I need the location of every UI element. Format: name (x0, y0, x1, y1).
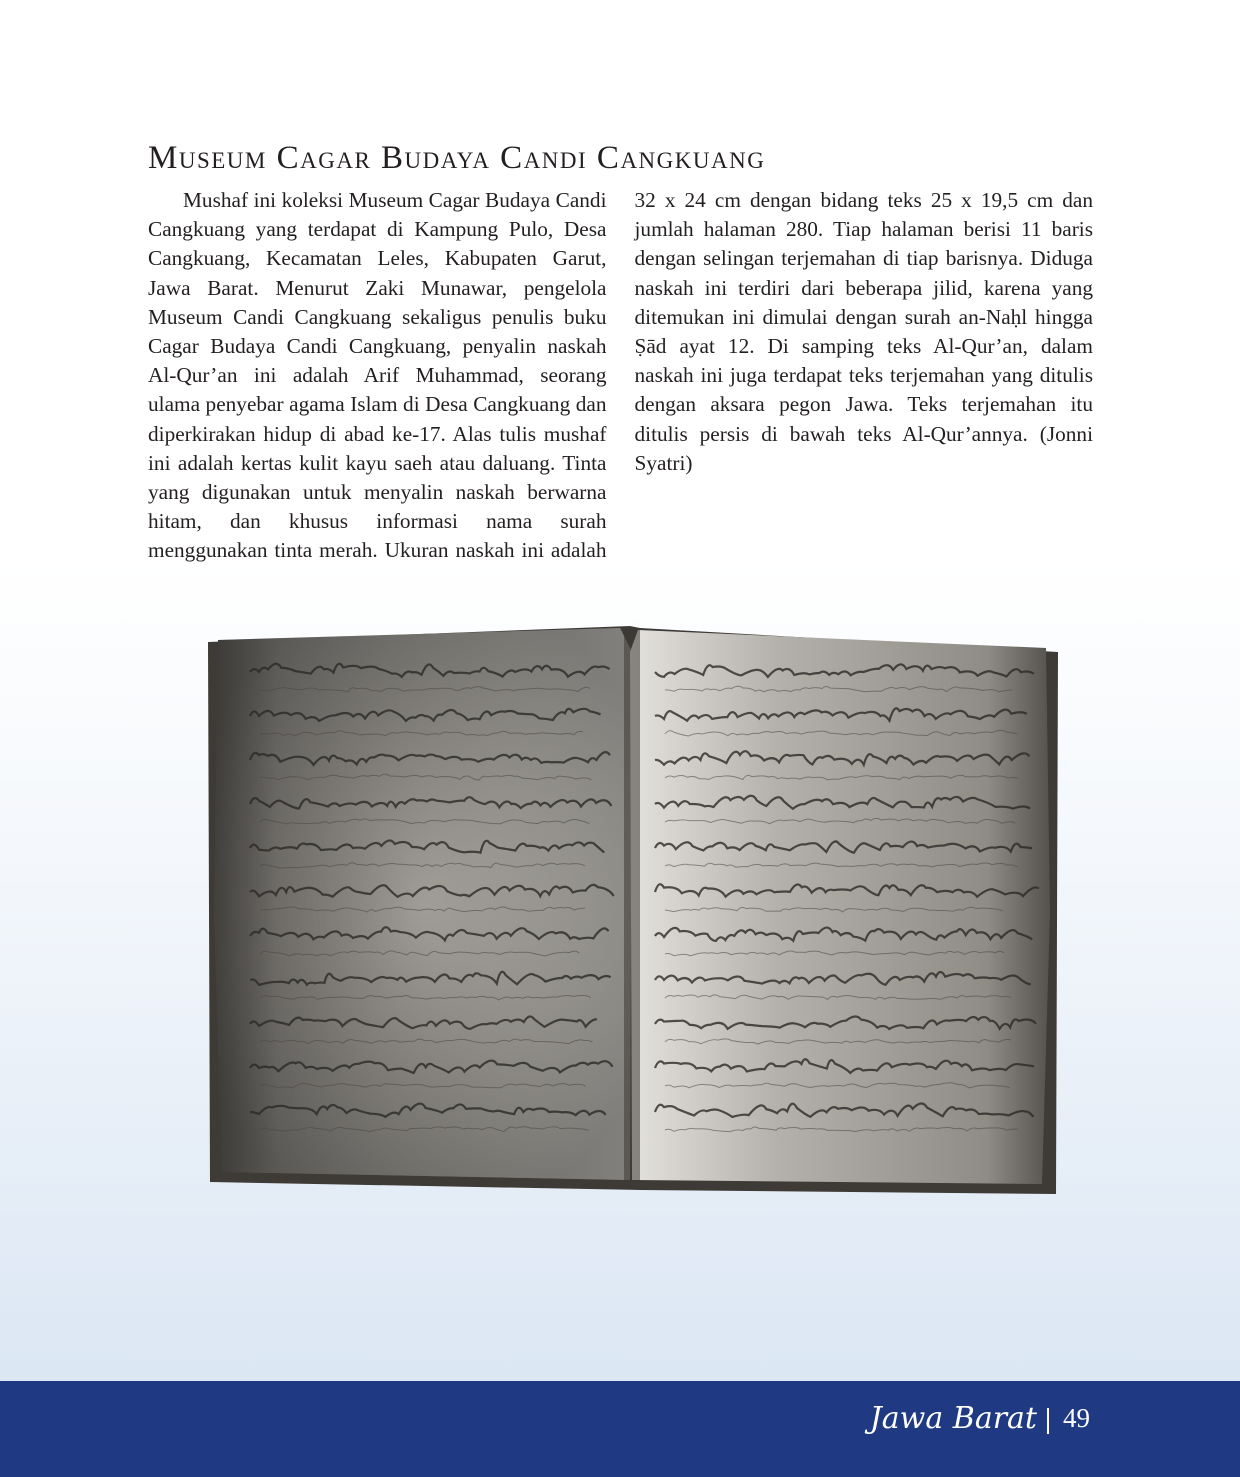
article-body (148, 186, 1093, 576)
footer-separator (1047, 1408, 1049, 1434)
article-paragraph: Mushaf ini koleksi Museum Cagar Budaya Candi Cangkuang yang terdapat di Kampung Pulo, Desa Cangkuang, Kecamatan Leles, Kabupaten Garut, Jawa Barat. Menurut Zaki Munawar, pengelola Museum Candi Cangkuang sekaligus penulis buku Cagar Budaya Candi Cangkuang, penyalin naskah Al-Qur’an ini adalah Arif Muhammad, seorang ulama penyebar agama Islam di Desa Cangkuang dan diperkirakan hidup di abad ke-17. Alas tulis mushaf ini adalah kertas kulit kayu saeh atau daluang. Tinta yang digunakan untuk menyalin naskah berwarna hitam, dan khusus informasi nama surah menggunakan tinta merah. Ukuran naskah ini adalah 32 x 24 cm dengan bidang teks 25 x 19,5 cm dan jumlah halaman 280. Tiap halaman berisi 11 baris dengan selingan terjemahan di tiap barisnya. Diduga naskah ini terdiri dari beberapa jilid, karena yang ditemukan ini dimulai dengan surah an-Naḥl hingga Ṣād ayat 12. Di samping teks Al-Qur’an, dalam naskah ini juga terdapat teks terjemahan yang ditulis dengan aksara pegon Jawa. Teks terjemahan itu ditulis persis di bawah teks Al-Qur’annya. (Jonni Syatri) (148, 188, 1093, 563)
footer-band (0, 1381, 1240, 1477)
footer-region-label: Jawa Barat (869, 1401, 1037, 1436)
page-number: 49 (1063, 1403, 1090, 1433)
manuscript-photo (200, 612, 1062, 1202)
page-title: Museum Cagar Budaya Candi Cangkuang (148, 140, 766, 176)
